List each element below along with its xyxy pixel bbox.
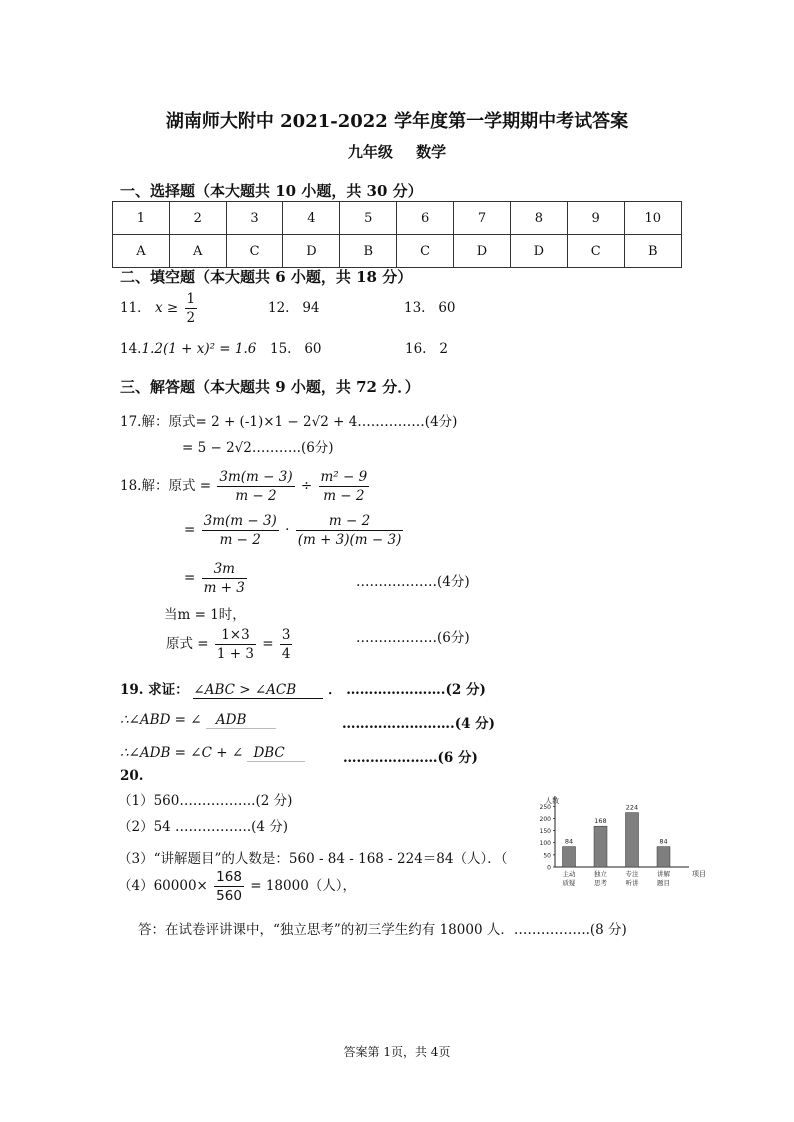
bar <box>657 847 670 867</box>
x-tick-label-line1: 独立 <box>594 870 607 878</box>
q18-score-2: ………………(6分) <box>356 630 470 646</box>
q20-fraction <box>214 868 244 905</box>
q20-part4-result: = 18000（人）， <box>250 878 357 894</box>
bar-chart <box>527 792 706 892</box>
q19-blank-1: ∠ABC > ∠ACB <box>193 682 323 699</box>
bar-value-label: 84 <box>564 837 574 846</box>
answer-cell: C <box>226 235 283 268</box>
question-number-cell: 1 <box>113 202 170 235</box>
q19-label: 19. 求证： <box>120 682 189 698</box>
y-tick-label: 100 <box>539 840 551 848</box>
q18-line1 <box>120 468 371 505</box>
q18-line3 <box>184 560 249 597</box>
y-tick-label: 150 <box>539 828 551 836</box>
q18-fraction-6 <box>215 626 256 663</box>
q14-answer <box>120 341 256 357</box>
x-tick-label-line2: 思考 <box>594 879 607 887</box>
q11-fraction <box>185 290 198 327</box>
q19-line2 <box>120 712 276 729</box>
q19-line2-prefix: ∴∠ABD = ∠ <box>120 712 202 728</box>
q18-f6-denominator: 1 + 3 <box>216 646 254 662</box>
question-number-cell: 4 <box>283 202 340 235</box>
q20-part4 <box>118 868 356 905</box>
page-subtitle: 九年级 数学 <box>347 143 447 161</box>
q17-line2: = 5 − 2√2………..(6分) <box>182 440 334 456</box>
answer-cell: D <box>454 235 511 268</box>
q18-fraction-4 <box>296 512 404 549</box>
answer-cell: C <box>567 235 624 268</box>
y-axis-label: 人数 <box>545 797 559 805</box>
q18-equals-2: = <box>184 570 196 586</box>
answer-cell: B <box>624 235 681 268</box>
q19-blank-2: ADB <box>206 712 276 729</box>
answer-cell: A <box>113 235 170 268</box>
section1-heading: 一、选择题（本大题共 10 小题，共 30 分） <box>120 182 423 200</box>
q18-f2-numerator: m² − 9 <box>320 469 368 485</box>
x-tick-label-line1: 专注 <box>625 870 639 878</box>
q12-answer: 12. 94 <box>268 300 320 316</box>
answer-cell: A <box>169 235 226 268</box>
question-number-cell: 3 <box>226 202 283 235</box>
bar-value-label: 84 <box>659 837 668 846</box>
q20-label: 20. <box>120 768 144 784</box>
bar <box>563 847 576 867</box>
q18-f3-denominator: m − 2 <box>219 532 261 548</box>
q16-answer: 16. 2 <box>405 341 448 357</box>
section2-heading: 二、填空题（本大题共 6 小题，共 18 分） <box>120 268 413 286</box>
answer-cell: C <box>397 235 454 268</box>
question-number-cell: 8 <box>510 202 567 235</box>
q18-fraction-3 <box>202 512 279 549</box>
q19-score-3: …………………(6 分) <box>343 750 478 766</box>
answer-cell: D <box>510 235 567 268</box>
bar-value-label: 224 <box>625 803 639 812</box>
q18-label: 18.解：原式 = <box>120 478 212 494</box>
q19-line1 <box>120 678 486 699</box>
answer-table-number-row <box>113 202 682 235</box>
q20-part3: （3）“讲解题目”的人数是：560 - 84 - 168 - 224＝84（人）．（ <box>118 851 508 867</box>
q17-line1: 17.解：原式= 2 + (-1)×1 − 2√2 + 4……………(4分) <box>120 414 458 430</box>
q19-score-2: …………………….(4 分) <box>342 716 496 732</box>
q18-f5-denominator: m + 3 <box>203 580 245 596</box>
answer-cell: B <box>340 235 397 268</box>
q18-equals: = <box>184 522 196 538</box>
bar <box>626 813 639 867</box>
q19-blank-3: DBC <box>247 745 305 762</box>
x-tick-label-line2: 题目 <box>657 879 670 887</box>
q18-times: · <box>285 522 290 538</box>
q18-condition: 当m = 1时， <box>164 607 246 623</box>
q18-f7-numerator: 3 <box>281 627 291 643</box>
q20-part1: （1）560……………..(2 分) <box>118 793 293 809</box>
x-axis-label: 项目 <box>692 870 706 878</box>
q18-orig-label: 原式 = <box>166 636 209 652</box>
q18-f4-numerator: m − 2 <box>296 512 404 531</box>
question-number-cell: 9 <box>567 202 624 235</box>
answer-cell: D <box>283 235 340 268</box>
q19-line3 <box>120 745 305 762</box>
q20-conclusion: 答：在试卷评讲课中，“独立思考”的初三学生约有 18000 人．……………..(8 分) <box>138 922 627 938</box>
q13-answer: 13. 60 <box>404 300 456 316</box>
y-tick-label: 200 <box>539 815 551 823</box>
q11-lhs: x ≥ <box>154 300 179 316</box>
q15-answer: 15. 60 <box>270 341 322 357</box>
question-number-cell: 5 <box>340 202 397 235</box>
page-title: 湖南师大附中 2021-2022 学年度第一学期期中考试答案 <box>165 111 629 132</box>
q11-answer <box>120 290 199 327</box>
y-tick-label: 0 <box>547 864 551 872</box>
q14-label: 14. <box>120 341 142 357</box>
q18-f1-denominator: m − 2 <box>235 488 277 504</box>
question-number-cell: 6 <box>397 202 454 235</box>
q11-numerator: 1 <box>186 291 196 307</box>
q18-fraction-5 <box>202 560 247 597</box>
q20-numerator: 168 <box>216 869 242 885</box>
x-tick-label-line2: 质疑 <box>562 879 576 887</box>
section3-heading: 三、解答题（本大题共 9 小题，共 72 分．） <box>120 378 420 396</box>
q18-divide: ÷ <box>300 478 313 494</box>
y-tick-label: 250 <box>539 803 551 811</box>
q18-fraction-2 <box>319 468 370 505</box>
q18-f7-denominator: 4 <box>281 646 291 662</box>
bar <box>594 826 607 867</box>
x-tick-label-line1: 讲解 <box>657 870 670 878</box>
bar-value-label: 168 <box>594 817 607 826</box>
q18-fraction-7 <box>280 626 293 663</box>
q18-line5: 原式 = $\frac{1\times 3}{1 + 3}$ = $\frac{3}{4}$ <box>166 627 291 662</box>
q19-line3-prefix: ∴∠ADB = ∠C + ∠ <box>120 745 244 761</box>
q18-f4-denominator: (m + 3)(m − 3) <box>297 532 402 548</box>
q18-fraction-1 <box>217 468 294 505</box>
question-number-cell: 10 <box>624 202 681 235</box>
question-number-cell: 2 <box>169 202 226 235</box>
q11-label: 11． <box>120 300 151 316</box>
q18-score-1: ………………(4分) <box>356 574 470 590</box>
answer-table-answer-row <box>113 235 682 268</box>
q18-f1-numerator: 3m(m − 3) <box>219 469 293 485</box>
q14-expression: 1.2(1 + x)² = 1.6 <box>141 341 257 357</box>
q18-f5-numerator: 3m <box>202 560 247 579</box>
y-tick-label: 50 <box>543 852 551 860</box>
q18-f3-numerator: 3m(m − 3) <box>203 513 277 529</box>
x-tick-label-line1: 主动 <box>562 870 576 878</box>
q18-line2 <box>184 512 405 549</box>
q20-denominator: 560 <box>216 888 242 904</box>
q19-score-1: ． ………………….(2 分) <box>328 682 486 698</box>
page-footer: 答案第 1页，共 4页 <box>343 1045 451 1059</box>
q11-denominator: 2 <box>186 310 196 326</box>
q20-part2: （2）54 ……………..(4 分) <box>118 819 289 835</box>
q18-f6-numerator: 1×3 <box>215 626 256 645</box>
x-tick-label-line2: 听讲 <box>625 879 639 887</box>
q18-f2-denominator: m − 2 <box>323 488 365 504</box>
question-number-cell: 7 <box>454 202 511 235</box>
answer-table <box>112 201 682 268</box>
q20-part4-prefix: （4）60000× <box>118 878 208 894</box>
